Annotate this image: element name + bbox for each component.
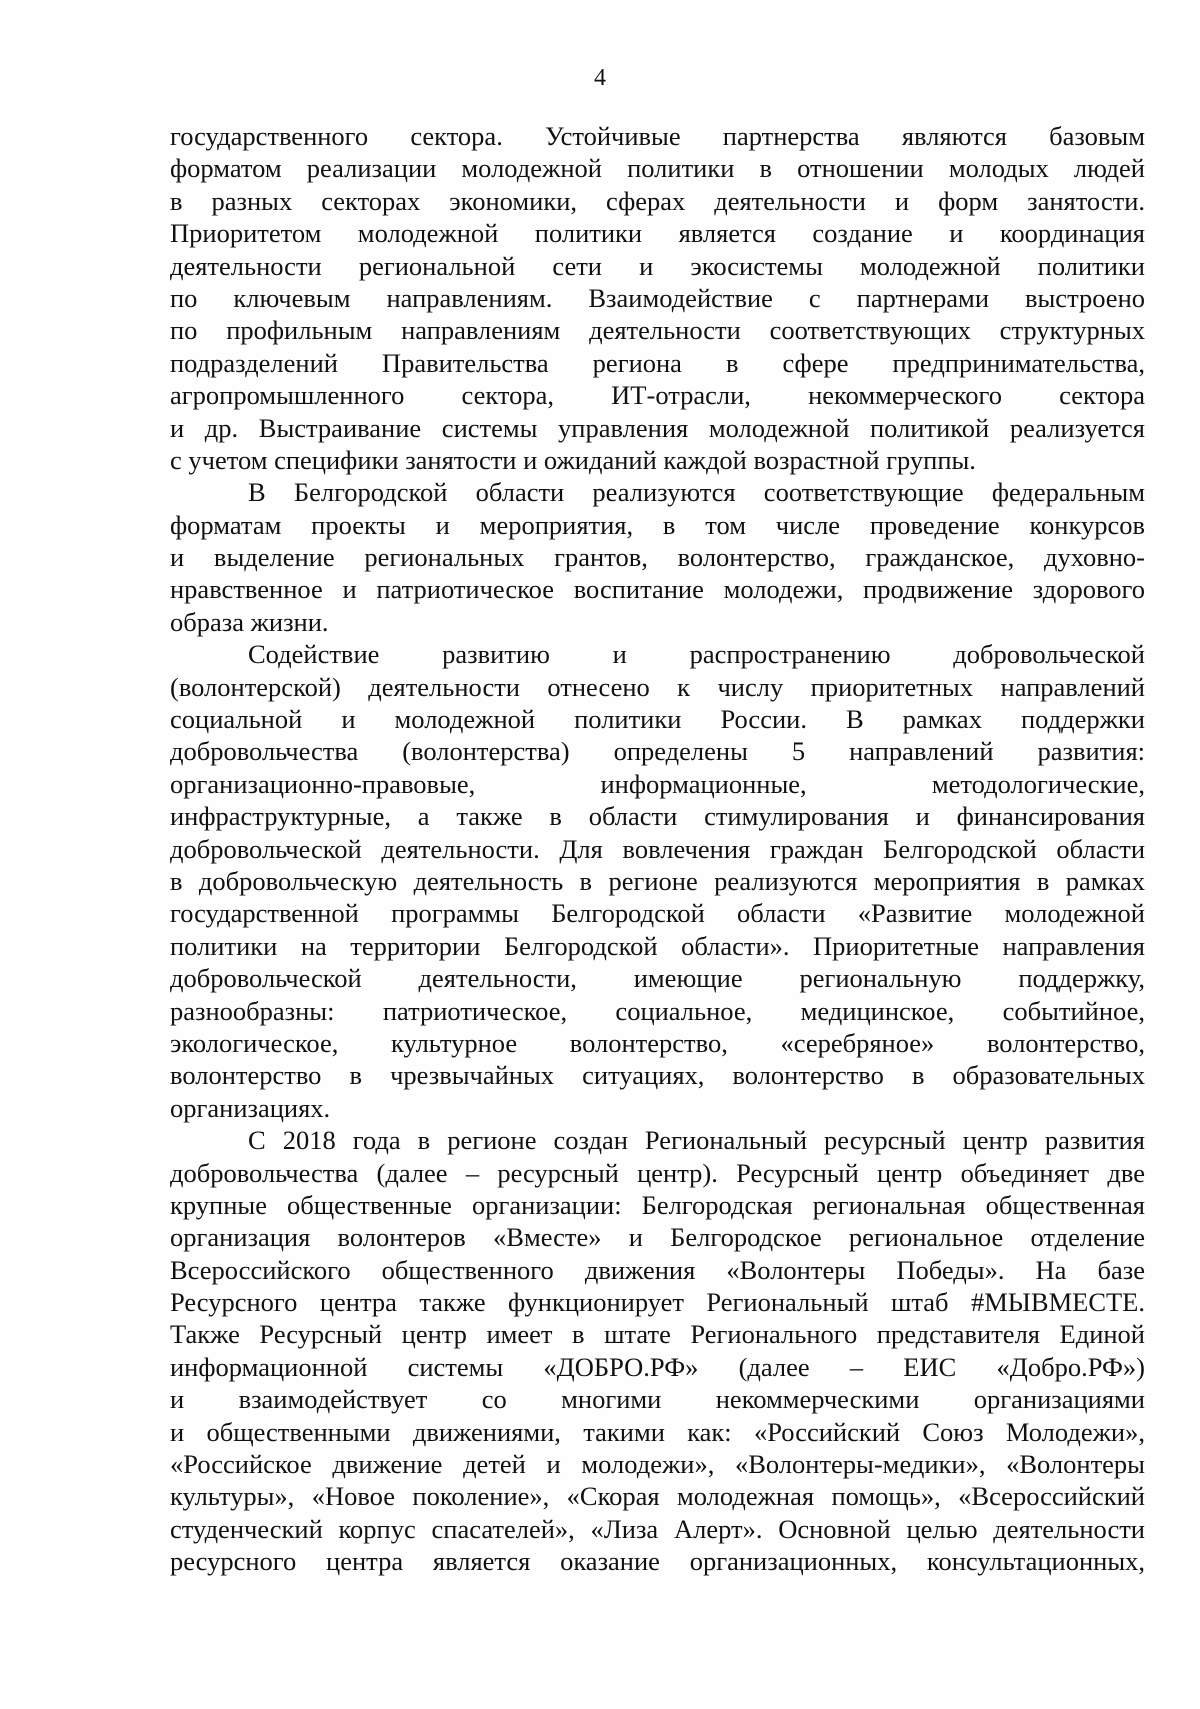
text-line: Приоритетом молодежной политики является создание и координация [170,218,1145,249]
text-line: политики на территории Белгородской области». Приоритетные направления [170,930,1145,961]
text-line: и взаимодействует со многими некоммерческими организациями [170,1384,1145,1415]
document-body [170,120,1145,1578]
text-line: добровольческой деятельности. Для вовлечения граждан Белгородской области [170,833,1145,864]
text-line: экологическое, культурное волонтерство, «серебряное» волонтерство, [170,1027,1145,1058]
text-line: крупные общественные организации: Белгородская региональная общественная [170,1189,1145,1220]
text-line: добровольческой деятельности, имеющие региональную поддержку, [170,963,1145,994]
text-line: Всероссийского общественного движения «Волонтеры Победы». На базе [170,1254,1145,1285]
text-line: деятельности региональной сети и экосистемы молодежной политики [170,250,1145,281]
text-line: Ресурсного центра также функционирует Региональный штаб #МЫВМЕСТЕ. [170,1287,1145,1318]
text-line: добровольчества (далее – ресурсный центр). Ресурсный центр объединяет две [170,1157,1145,1188]
text-line: и выделение региональных грантов, волонтерство, гражданское, духовно- [170,542,1145,573]
text-line: информационной системы «ДОБРО.РФ» (далее – ЕИС «Добро.РФ») [170,1351,1145,1382]
text-line: образа жизни. [170,606,329,637]
text-line: нравственное и патриотическое воспитание молодежи, продвижение здорового [170,574,1145,605]
paragraph [170,1124,1145,1577]
text-line: организациях. [170,1092,331,1123]
text-line: студенческий корпус спасателей», «Лиза Алерт». Основной целью деятельности [170,1513,1145,1544]
text-line: государственной программы Белгородской области «Развитие молодежной [170,898,1145,929]
paragraph [170,476,1145,638]
text-line: организация волонтеров «Вместе» и Белгородское региональное отделение [170,1222,1145,1253]
text-line: в добровольческую деятельность в регионе реализуются мероприятия в рамках [170,865,1145,896]
text-line: «Российское движение детей и молодежи», «Волонтеры-медики», «Волонтеры [170,1449,1145,1480]
page-number: 4 [594,65,606,91]
text-line: волонтерство в чрезвычайных ситуациях, волонтерство в образовательных [170,1060,1145,1091]
text-line: подразделений Правительства региона в сфере предпринимательства, [170,347,1145,378]
text-line: форматам проекты и мероприятия, в том числе проведение конкурсов [170,509,1145,540]
text-line: Также Ресурсный центр имеет в штате Регионального представителя Единой [170,1319,1145,1350]
text-line: добровольчества (волонтерства) определены 5 направлений развития: [170,736,1145,767]
text-line: Содействие развитию и распространению добровольческой [248,639,1145,670]
text-line: инфраструктурные, а также в области стимулирования и финансирования [170,801,1145,832]
text-line: в разных секторах экономики, сферах деятельности и форм занятости. [170,185,1145,216]
text-line: агропромышленного сектора, ИТ-отрасли, некоммерческого сектора [170,380,1145,411]
text-line: ресурсного центра является оказание организационных, консультационных, [170,1546,1145,1577]
text-line: форматом реализации молодежной политики в отношении молодых людей [170,153,1145,184]
text-line: по профильным направлениям деятельности соответствующих структурных [170,315,1145,346]
text-line: и общественными движениями, такими как: «Российский Союз Молодежи», [170,1416,1145,1447]
paragraph [170,120,1145,476]
text-line: социальной и молодежной политики России. В рамках поддержки [170,704,1145,735]
text-line: организационно-правовые, информационные, методологические, [170,768,1145,799]
text-line: по ключевым направлениям. Взаимодействие с партнерами выстроено [170,282,1145,313]
paragraph [170,638,1145,1124]
text-line: разнообразны: патриотическое, социальное, медицинское, событийное, [170,995,1145,1026]
text-line: (волонтерской) деятельности отнесено к числу приоритетных направлений [170,671,1145,702]
text-line: с учетом специфики занятости и ожиданий каждой возрастной группы. [170,444,976,475]
text-line: В Белгородской области реализуются соответствующие федеральным [248,477,1145,508]
text-line: государственного сектора. Устойчивые партнерства являются базовым [170,121,1145,151]
text-line: и др. Выстраивание системы управления молодежной политикой реализуется [170,412,1145,443]
text-line: культуры», «Новое поколение», «Скорая молодежная помощь», «Всероссийский [170,1481,1145,1512]
text-line: С 2018 года в регионе создан Региональный ресурсный центр развития [248,1125,1145,1156]
